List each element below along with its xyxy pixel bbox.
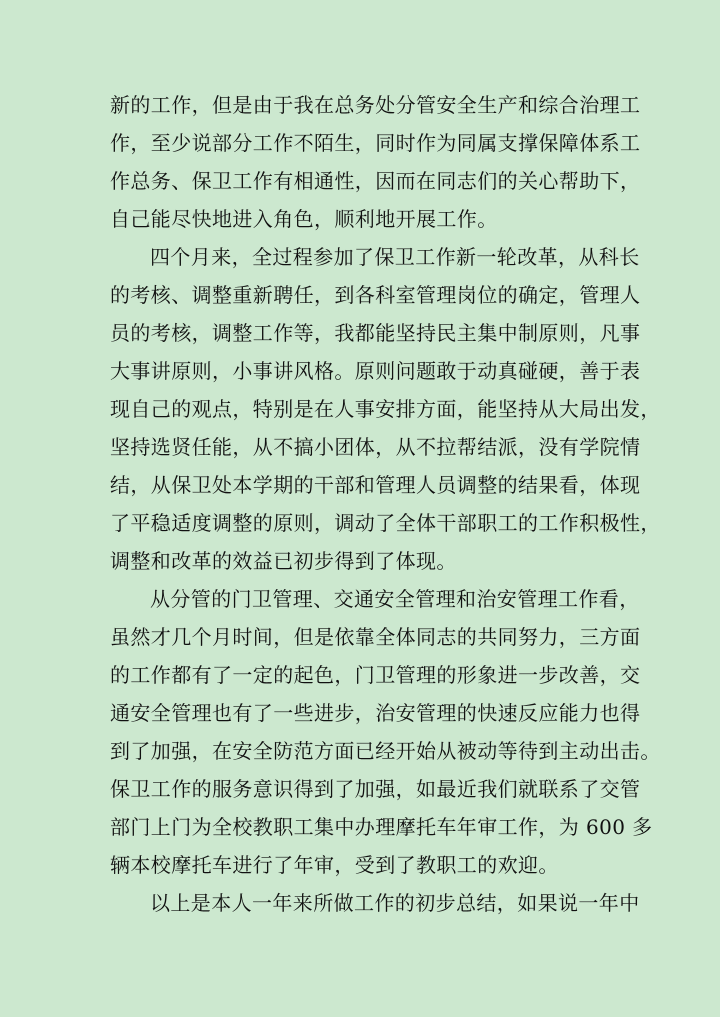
paragraph-1 xyxy=(110,86,641,238)
text-line: 以上是本人一年来所做工作的初步总结，如果说一年中 xyxy=(150,891,640,915)
text-line: 结，从保卫处本学期的干部和管理人员调整的结果看，体现 xyxy=(110,473,641,497)
text-line: 新的工作，但是由于我在总务处分管安全生产和综合治理工 xyxy=(110,93,641,117)
text-line: 现自己的观点，特别是在人事安排方面，能坚持从大局出发， xyxy=(110,397,661,421)
text-line: 部门上门为全校教职工集中办理摩托车年审工作，为 600 多 xyxy=(110,815,653,839)
text-line: 作总务、保卫工作有相通性，因而在同志们的关心帮助下， xyxy=(110,169,641,193)
text-line: 辆本校摩托车进行了年审，受到了教职工的欢迎。 xyxy=(110,853,559,877)
text-line: 四个月来，全过程参加了保卫工作新一轮改革，从科长 xyxy=(150,245,640,269)
paragraph-3 xyxy=(110,580,661,884)
text-line: 员的考核，调整工作等，我都能坚持民主集中制原则，凡事 xyxy=(110,321,641,345)
text-line: 坚持选贤任能，从不搞小团体，从不拉帮结派，没有学院情 xyxy=(110,435,641,459)
text-line: 了平稳适度调整的原则，调动了全体干部职工的工作积极性， xyxy=(110,511,661,535)
paragraph-2 xyxy=(110,238,661,580)
text-line: 调整和改革的效益已初步得到了体现。 xyxy=(110,549,457,573)
text-line: 作，至少说部分工作不陌生，同时作为同属支撑保障体系工 xyxy=(110,131,641,155)
text-line: 大事讲原则，小事讲风格。原则问题敢于动真碰硬，善于表 xyxy=(110,359,641,383)
text-line: 自己能尽快地进入角色，顺利地开展工作。 xyxy=(110,207,498,231)
text-line: 到了加强，在安全防范方面已经开始从被动等待到主动出击。 xyxy=(110,739,661,763)
text-line: 的考核、调整重新聘任，到各科室管理岗位的确定，管理人 xyxy=(110,283,641,307)
text-line: 虽然才几个月时间，但是依靠全体同志的共同努力，三方面 xyxy=(110,625,641,649)
text-line: 从分管的门卫管理、交通安全管理和治安管理工作看， xyxy=(150,587,640,611)
text-line: 通安全管理也有了一些进步，治安管理的快速反应能力也得 xyxy=(110,701,641,725)
text-line: 的工作都有了一定的起色，门卫管理的形象进一步改善，交 xyxy=(110,663,641,687)
paragraph-4 xyxy=(110,884,640,922)
text-line: 保卫工作的服务意识得到了加强，如最近我们就联系了交管 xyxy=(110,777,641,801)
